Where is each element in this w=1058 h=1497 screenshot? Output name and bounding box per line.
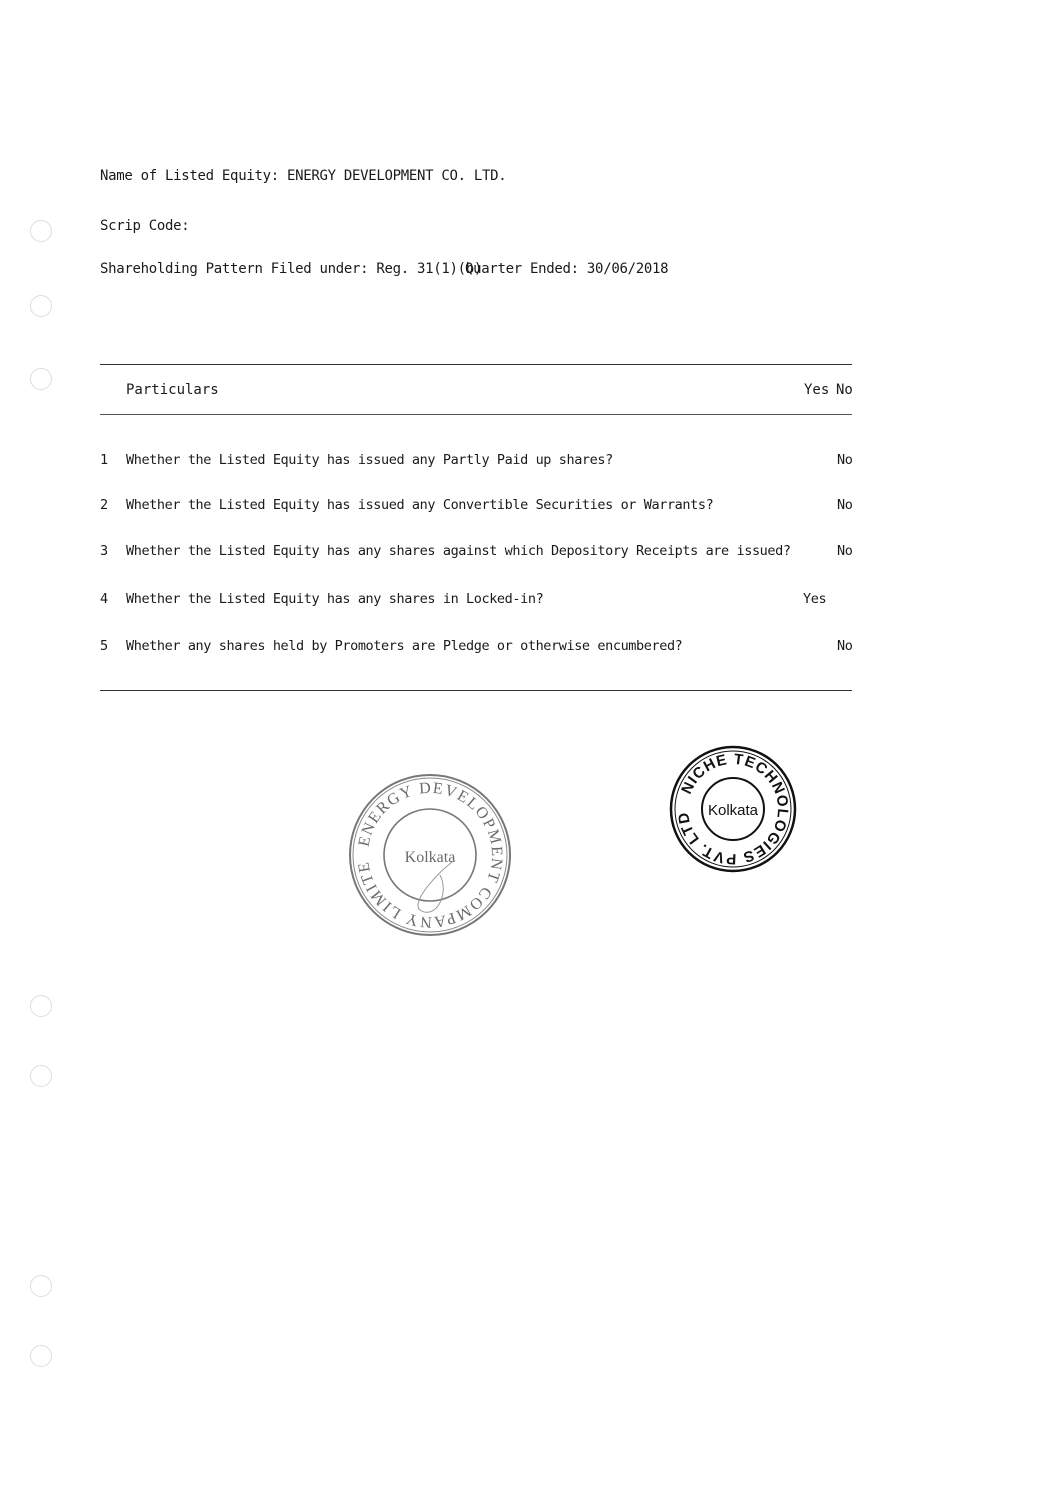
table-row	[0, 591, 1058, 611]
table-bottom-rule	[100, 690, 852, 691]
row-number: 3	[100, 543, 108, 559]
company-seal-energy-development	[345, 770, 515, 944]
row-number: 1	[100, 452, 108, 468]
row-question: Whether the Listed Equity has issued any Convertible Securities or Warrants?	[126, 497, 714, 513]
column-header-particulars: Particulars	[126, 382, 219, 398]
row-no: No	[837, 543, 853, 559]
column-header-yes: Yes	[804, 382, 830, 398]
row-question: Whether any shares held by Promoters are Pledge or otherwise encumbered?	[126, 638, 683, 654]
row-no: No	[837, 497, 853, 513]
listed-equity-name: Name of Listed Equity: ENERGY DEVELOPMENT CO. LTD.	[100, 168, 507, 184]
signature-scribble	[418, 860, 455, 912]
table-header-rule	[100, 414, 852, 415]
row-number: 2	[100, 497, 108, 513]
seal-ring-text: NICHE TECHNOLOGIES PVT. LTD	[674, 750, 792, 868]
column-header-no: No	[836, 382, 853, 398]
binder-hole	[30, 995, 52, 1017]
table-row	[0, 638, 1058, 658]
row-question: Whether the Listed Equity has issued any Partly Paid up shares?	[126, 452, 613, 468]
binder-hole	[30, 220, 52, 242]
seal-center-text: Kolkata	[707, 802, 759, 819]
seal-center-text: Kolkata	[404, 849, 456, 866]
filed-under: Shareholding Pattern Filed under: Reg. 31(1)(b)	[100, 261, 483, 277]
binder-hole	[30, 1275, 52, 1297]
binder-hole	[30, 1345, 52, 1367]
row-no: No	[837, 638, 853, 654]
scrip-code: Scrip Code:	[100, 218, 190, 234]
quarter-ended: Quarter Ended: 30/06/2018	[465, 261, 669, 277]
binder-hole	[30, 295, 52, 317]
row-no: No	[837, 452, 853, 468]
table-row	[0, 497, 1058, 517]
binder-hole	[30, 1065, 52, 1087]
row-yes: Yes	[803, 591, 827, 607]
row-question: Whether the Listed Equity has any shares in Locked-in?	[126, 591, 544, 607]
row-number: 5	[100, 638, 108, 654]
row-number: 4	[100, 591, 108, 607]
seal-ring-text: ENERGY DEVELOPMENT COMPANY LIMITE	[355, 779, 506, 931]
row-question: Whether the Listed Equity has any shares against which Depository Receipts are issued?	[126, 543, 791, 559]
table-row	[0, 452, 1058, 472]
company-seal-niche-technologies	[668, 744, 798, 878]
table-row	[0, 543, 1058, 563]
binder-hole	[30, 368, 52, 390]
table-top-rule	[100, 364, 852, 365]
